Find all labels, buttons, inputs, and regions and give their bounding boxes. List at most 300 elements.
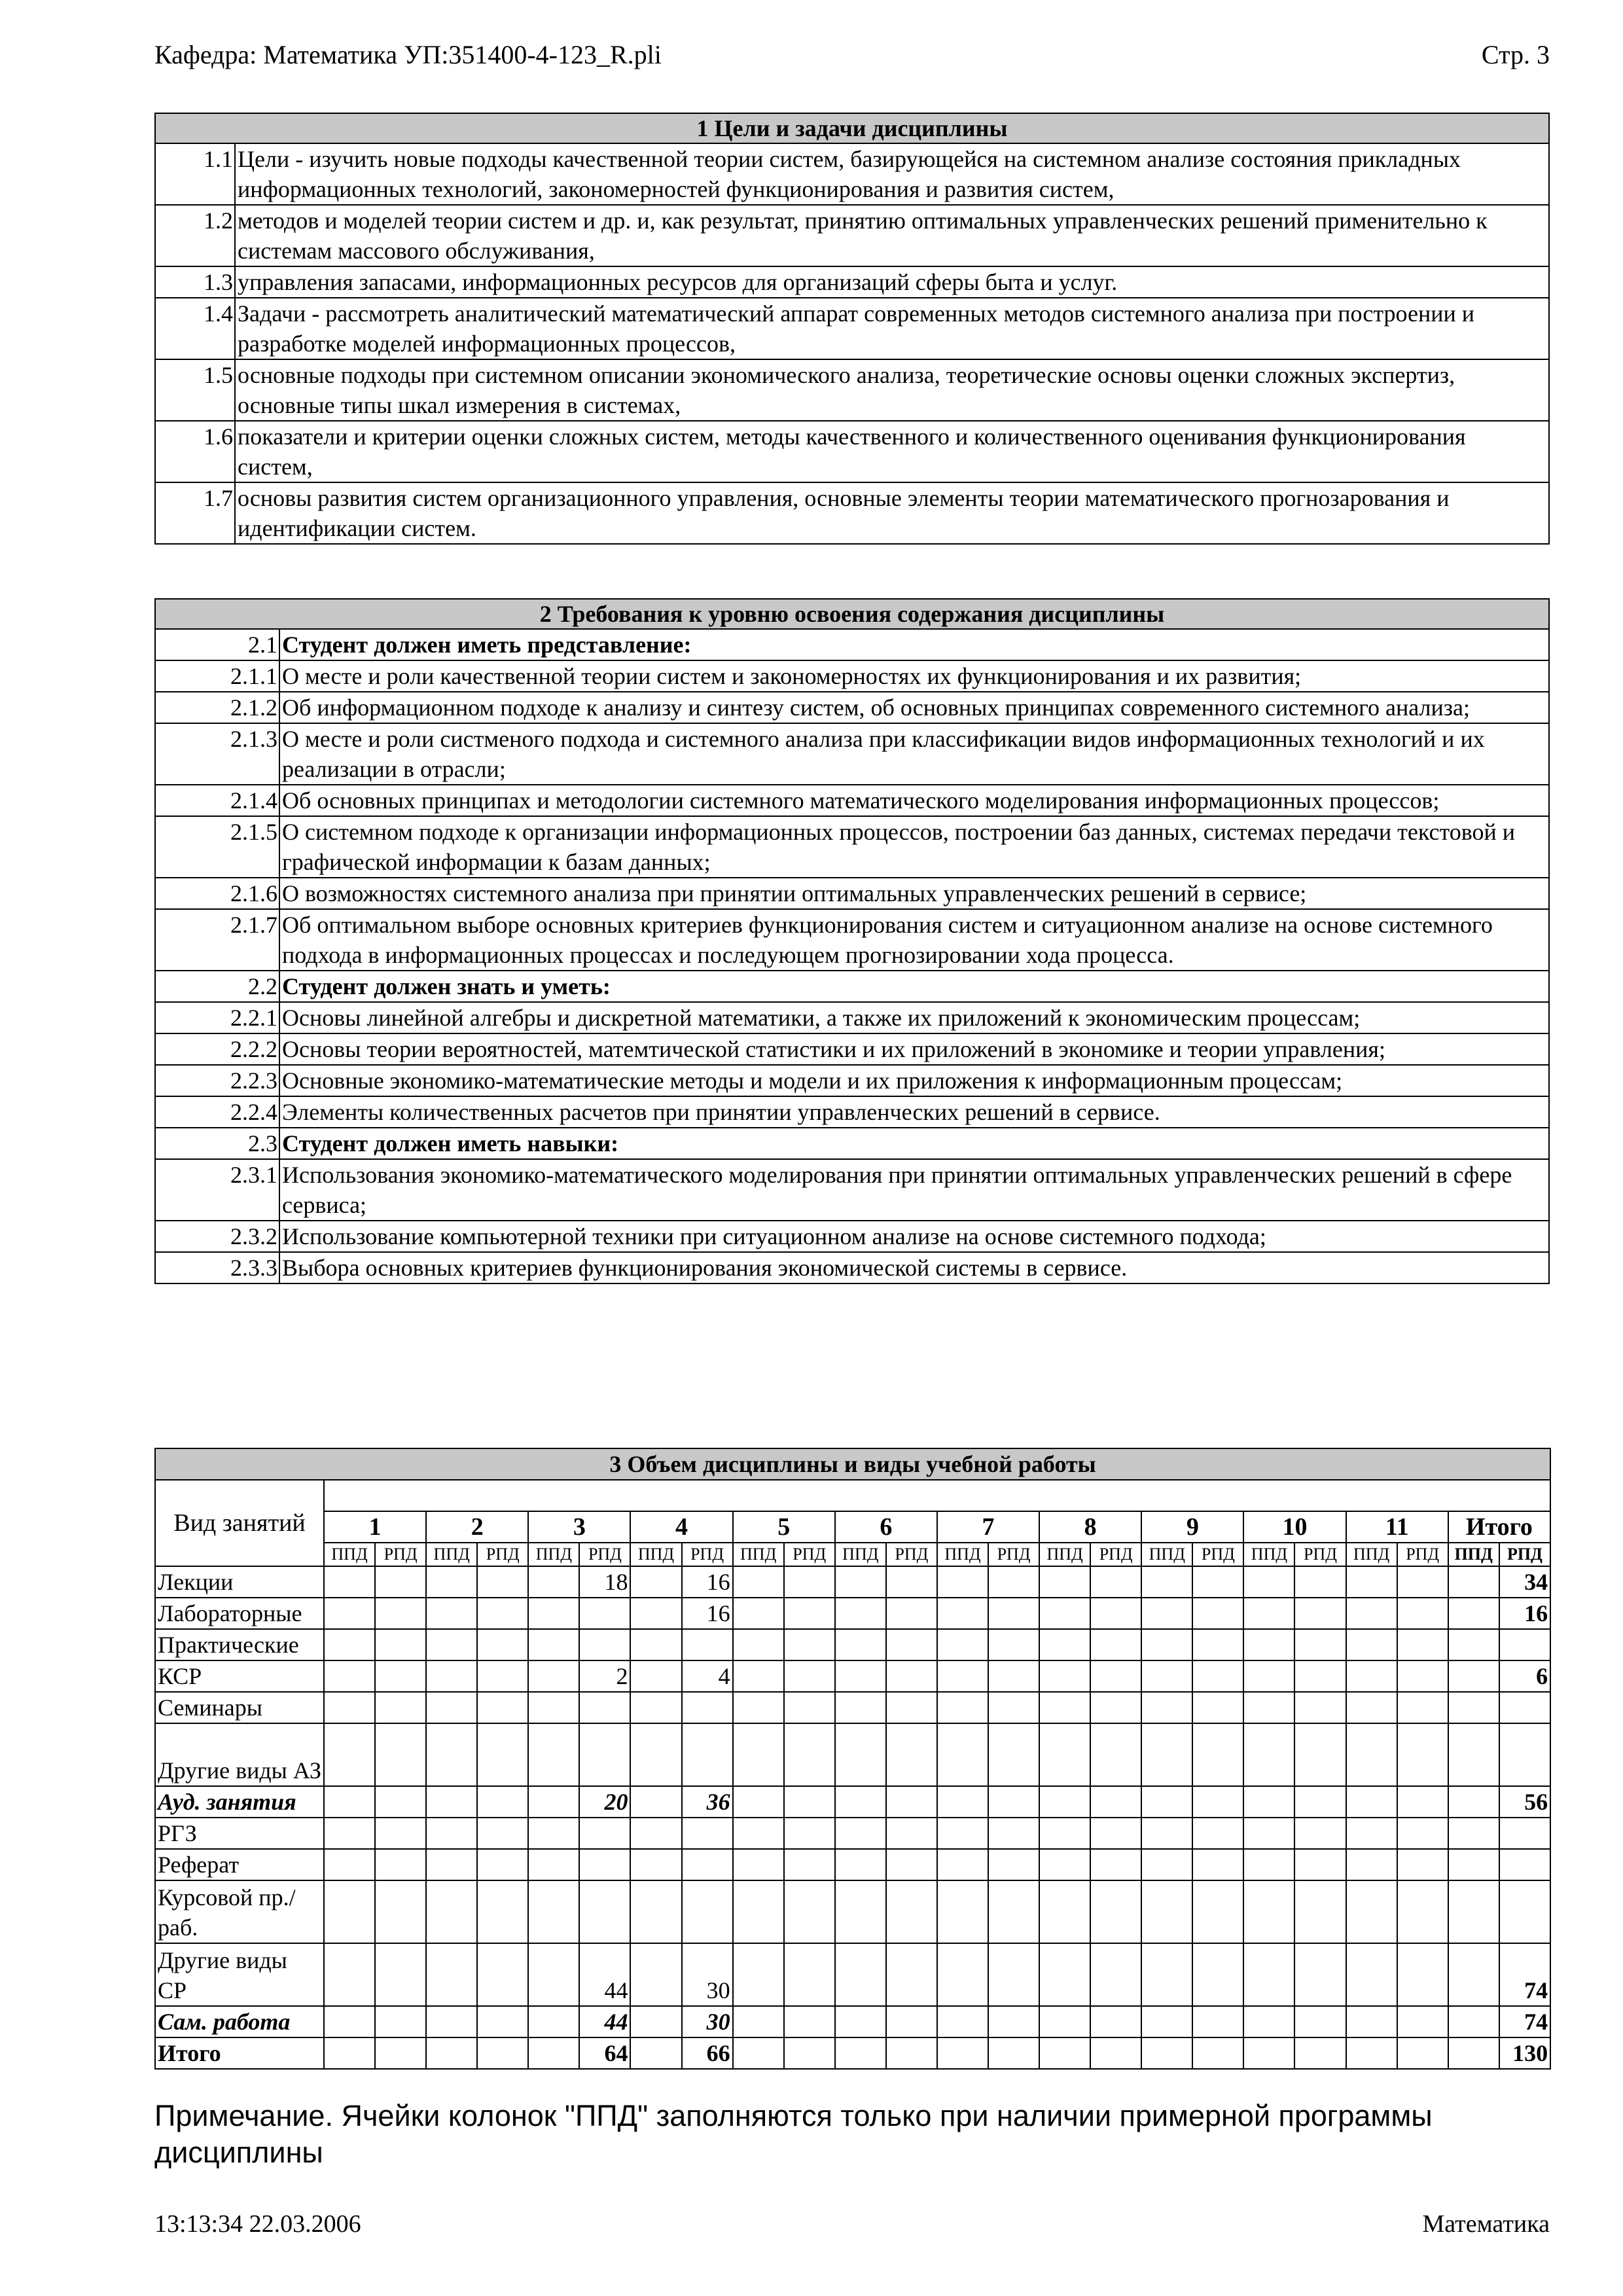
section2-row bbox=[155, 1159, 1549, 1221]
section2-row-text: Элементы количественных расчетов при принятии управленческих решений в сервисе. bbox=[279, 1096, 1549, 1128]
cell-s4_rpd bbox=[682, 1629, 733, 1660]
cell-s11_ppd bbox=[1346, 2037, 1397, 2069]
cell-s1_rpd bbox=[375, 1818, 426, 1849]
cell-s9_rpd bbox=[1192, 1629, 1243, 1660]
cell-s1_rpd bbox=[375, 1692, 426, 1723]
cell-s4_ppd bbox=[630, 1723, 681, 1786]
section2-row bbox=[155, 1002, 1549, 1033]
cell-s9_ppd bbox=[1141, 1629, 1192, 1660]
cell-s7_rpd bbox=[988, 1880, 1039, 1943]
cell-s7_ppd bbox=[937, 2006, 988, 2037]
cell-s11_ppd bbox=[1346, 1880, 1397, 1943]
cell-total_ppd bbox=[1448, 1598, 1499, 1629]
cell-s2_ppd bbox=[426, 1598, 477, 1629]
cell-s11_ppd bbox=[1346, 1692, 1397, 1723]
section1-row-text: управления запасами, информационных ресурсов для организаций сферы быта и услуг. bbox=[235, 266, 1549, 298]
cell-s5_rpd bbox=[784, 1880, 835, 1943]
cell-s5_ppd bbox=[733, 1629, 784, 1660]
cell-s9_ppd bbox=[1141, 1849, 1192, 1880]
workload-label: КСР bbox=[155, 1660, 324, 1692]
footer-subject: Математика bbox=[1422, 2210, 1550, 2238]
cell-s4_ppd bbox=[630, 1943, 681, 2006]
cell-s2_rpd bbox=[477, 1598, 528, 1629]
workload-row bbox=[155, 1818, 1550, 1849]
subheader-ppd: ППД bbox=[528, 1543, 579, 1566]
cell-s1_ppd bbox=[324, 1629, 375, 1660]
cell-s4_ppd bbox=[630, 1598, 681, 1629]
cell-s10_rpd bbox=[1294, 1723, 1346, 1786]
cell-s7_rpd bbox=[988, 1818, 1039, 1849]
section2-row-number: 2.2.2 bbox=[155, 1033, 279, 1065]
section2-row-number: 2.1.3 bbox=[155, 723, 279, 785]
cell-s1_rpd bbox=[375, 2006, 426, 2037]
cell-s3_ppd bbox=[528, 1723, 579, 1786]
cell-s10_rpd bbox=[1294, 1849, 1346, 1880]
semester-header: 4 bbox=[630, 1511, 732, 1543]
cell-s7_rpd bbox=[988, 1660, 1039, 1692]
cell-total_rpd bbox=[1499, 1723, 1550, 1786]
header-spacer bbox=[324, 1480, 1550, 1511]
cell-s5_ppd bbox=[733, 1818, 784, 1849]
semester-header: 5 bbox=[733, 1511, 835, 1543]
cell-s6_ppd bbox=[835, 2037, 886, 2069]
cell-s9_rpd bbox=[1192, 1723, 1243, 1786]
subheader-rpd: РПД bbox=[1397, 1543, 1448, 1566]
section2-row-text: Выбора основных критериев функционирования экономической системы в сервисе. bbox=[279, 1252, 1549, 1283]
cell-s4_ppd bbox=[630, 1818, 681, 1849]
section2-row-text: Об основных принципах и методологии системного математического моделирования информационных процессов; bbox=[279, 785, 1549, 816]
column-header-type: Вид занятий bbox=[155, 1480, 324, 1566]
cell-total_rpd: 6 bbox=[1499, 1660, 1550, 1692]
cell-s8_ppd bbox=[1039, 1849, 1090, 1880]
section2-row-text: Основные экономико-математические методы и модели и их приложения к информационным процессам; bbox=[279, 1065, 1549, 1096]
cell-total_ppd bbox=[1448, 1566, 1499, 1598]
cell-s10_ppd bbox=[1243, 2037, 1294, 2069]
cell-s10_rpd bbox=[1294, 1880, 1346, 1943]
section2-row-text: Основы теории вероятностей, матемтической статистики и их приложений в экономике и теории управления; bbox=[279, 1033, 1549, 1065]
cell-s6_ppd bbox=[835, 1566, 886, 1598]
cell-s11_rpd bbox=[1397, 1692, 1448, 1723]
workload-row bbox=[155, 1723, 1550, 1786]
cell-s5_rpd bbox=[784, 1943, 835, 2006]
cell-s1_ppd bbox=[324, 1786, 375, 1818]
cell-s11_rpd bbox=[1397, 1880, 1448, 1943]
section2-row-text: Студент должен знать и уметь: bbox=[279, 971, 1549, 1002]
section2-row bbox=[155, 1128, 1549, 1159]
workload-row bbox=[155, 2037, 1550, 2069]
cell-total_ppd bbox=[1448, 1818, 1499, 1849]
workload-label: Реферат bbox=[155, 1849, 324, 1880]
cell-total_rpd bbox=[1499, 1629, 1550, 1660]
subheader-ppd: ППД bbox=[835, 1543, 886, 1566]
cell-s10_ppd bbox=[1243, 1849, 1294, 1880]
cell-s5_ppd bbox=[733, 1692, 784, 1723]
cell-s3_ppd bbox=[528, 2037, 579, 2069]
section2-row-text: О месте и роли систменого подхода и системного анализа при классификации видов информационных технологий и их реализации в отрасли; bbox=[279, 723, 1549, 785]
section2-row bbox=[155, 660, 1549, 692]
section2-row-text: Студент должен иметь навыки: bbox=[279, 1128, 1549, 1159]
section3-title: 3 Объем дисциплины и виды учебной работы bbox=[155, 1448, 1550, 1480]
cell-s8_ppd bbox=[1039, 2037, 1090, 2069]
cell-s6_rpd bbox=[886, 1598, 937, 1629]
section1-row-text: Цели - изучить новые подходы качественной теории систем, базирующейся на системном анализе состояния прикладных информационных технологий, закономерностей функционирования и развития систем, bbox=[235, 143, 1549, 205]
cell-s7_rpd bbox=[988, 1566, 1039, 1598]
subheader-rpd: РПД bbox=[784, 1543, 835, 1566]
cell-s9_rpd bbox=[1192, 1598, 1243, 1629]
subheader-ppd: ППД bbox=[324, 1543, 375, 1566]
semester-header: 9 bbox=[1141, 1511, 1243, 1543]
cell-total_ppd bbox=[1448, 1849, 1499, 1880]
cell-s4_rpd: 16 bbox=[682, 1598, 733, 1629]
cell-s2_rpd bbox=[477, 1818, 528, 1849]
cell-s7_rpd bbox=[988, 1723, 1039, 1786]
cell-total_rpd: 74 bbox=[1499, 1943, 1550, 2006]
cell-s5_rpd bbox=[784, 1566, 835, 1598]
cell-s10_ppd bbox=[1243, 1692, 1294, 1723]
cell-s9_rpd bbox=[1192, 2037, 1243, 2069]
cell-s3_rpd: 64 bbox=[579, 2037, 630, 2069]
section2-row-text: Основы линейной алгебры и дискретной математики, а также их приложений к экономическим процессам; bbox=[279, 1002, 1549, 1033]
cell-s2_ppd bbox=[426, 1660, 477, 1692]
cell-s9_ppd bbox=[1141, 2037, 1192, 2069]
subheader-rpd: РПД bbox=[1294, 1543, 1346, 1566]
cell-s7_ppd bbox=[937, 1566, 988, 1598]
cell-s7_rpd bbox=[988, 1692, 1039, 1723]
header-page-number: Стр. 3 bbox=[1481, 40, 1550, 69]
cell-s11_ppd bbox=[1346, 1786, 1397, 1818]
cell-s4_rpd: 4 bbox=[682, 1660, 733, 1692]
cell-s4_ppd bbox=[630, 1629, 681, 1660]
subheader-rpd: РПД bbox=[988, 1543, 1039, 1566]
cell-s6_ppd bbox=[835, 1880, 886, 1943]
cell-s1_rpd bbox=[375, 1566, 426, 1598]
section2-row bbox=[155, 1252, 1549, 1283]
section2-row-number: 2.1.6 bbox=[155, 878, 279, 909]
note-text: Примечание. Ячейки колонок "ППД" заполняются только при наличии примерной программы дисциплины bbox=[154, 2099, 1433, 2169]
cell-s3_rpd bbox=[579, 1598, 630, 1629]
cell-s10_ppd bbox=[1243, 1566, 1294, 1598]
cell-s5_ppd bbox=[733, 1566, 784, 1598]
cell-s2_rpd bbox=[477, 1723, 528, 1786]
workload-row bbox=[155, 1880, 1550, 1943]
cell-s10_rpd bbox=[1294, 1786, 1346, 1818]
cell-s8_rpd bbox=[1090, 1598, 1141, 1629]
cell-s8_ppd bbox=[1039, 1566, 1090, 1598]
cell-s9_rpd bbox=[1192, 2006, 1243, 2037]
cell-s3_ppd bbox=[528, 1943, 579, 2006]
cell-s2_rpd bbox=[477, 1849, 528, 1880]
cell-s10_rpd bbox=[1294, 1629, 1346, 1660]
cell-s6_rpd bbox=[886, 2037, 937, 2069]
cell-s6_rpd bbox=[886, 1692, 937, 1723]
cell-s8_ppd bbox=[1039, 1723, 1090, 1786]
section3-table bbox=[154, 1448, 1551, 2070]
cell-s3_ppd bbox=[528, 1818, 579, 1849]
cell-s10_ppd bbox=[1243, 1598, 1294, 1629]
subheader-rpd: РПД bbox=[1499, 1543, 1550, 1566]
cell-s7_ppd bbox=[937, 1880, 988, 1943]
cell-s2_ppd bbox=[426, 1849, 477, 1880]
section1-row-text: основные подходы при системном описании экономического анализа, теоретические основы оценки сложных экспертиз, основные типы шкал измерения в системах, bbox=[235, 359, 1549, 421]
section1-table bbox=[154, 113, 1550, 545]
cell-s11_rpd bbox=[1397, 2006, 1448, 2037]
cell-s10_ppd bbox=[1243, 1629, 1294, 1660]
cell-total_rpd: 56 bbox=[1499, 1786, 1550, 1818]
section2-row-text: Об информационном подходе к анализу и синтезу систем, об основных принципах современного системного анализа; bbox=[279, 692, 1549, 723]
cell-total_ppd bbox=[1448, 1880, 1499, 1943]
cell-s3_rpd bbox=[579, 1629, 630, 1660]
cell-s1_ppd bbox=[324, 1566, 375, 1598]
cell-s11_rpd bbox=[1397, 1598, 1448, 1629]
cell-s6_ppd bbox=[835, 1629, 886, 1660]
section1-row-number: 1.7 bbox=[155, 482, 235, 544]
cell-s5_rpd bbox=[784, 1786, 835, 1818]
subheader-rpd: РПД bbox=[375, 1543, 426, 1566]
cell-s7_ppd bbox=[937, 2037, 988, 2069]
cell-s8_rpd bbox=[1090, 2037, 1141, 2069]
cell-s10_rpd bbox=[1294, 2037, 1346, 2069]
cell-s4_ppd bbox=[630, 1660, 681, 1692]
cell-s6_ppd bbox=[835, 1943, 886, 2006]
cell-s11_ppd bbox=[1346, 1660, 1397, 1692]
cell-s11_rpd bbox=[1397, 1660, 1448, 1692]
semester-header: 10 bbox=[1243, 1511, 1346, 1543]
cell-total_rpd bbox=[1499, 1692, 1550, 1723]
cell-s8_ppd bbox=[1039, 1692, 1090, 1723]
workload-label: Сам. работа bbox=[155, 2006, 324, 2037]
subheader-rpd: РПД bbox=[477, 1543, 528, 1566]
section2-row bbox=[155, 909, 1549, 971]
cell-s1_ppd bbox=[324, 1818, 375, 1849]
cell-s5_ppd bbox=[733, 2037, 784, 2069]
cell-s8_rpd bbox=[1090, 2006, 1141, 2037]
cell-s6_rpd bbox=[886, 1786, 937, 1818]
semester-header: 3 bbox=[528, 1511, 630, 1543]
cell-s5_rpd bbox=[784, 1849, 835, 1880]
section2-row-number: 2.2 bbox=[155, 971, 279, 1002]
workload-label: Другие виды АЗ bbox=[155, 1723, 324, 1786]
cell-s7_rpd bbox=[988, 1629, 1039, 1660]
cell-s11_ppd bbox=[1346, 1566, 1397, 1598]
section2-row bbox=[155, 692, 1549, 723]
cell-s8_ppd bbox=[1039, 1629, 1090, 1660]
cell-s5_ppd bbox=[733, 1849, 784, 1880]
cell-s4_rpd: 30 bbox=[682, 2006, 733, 2037]
cell-s8_ppd bbox=[1039, 1598, 1090, 1629]
workload-row bbox=[155, 1849, 1550, 1880]
cell-s1_ppd bbox=[324, 1943, 375, 2006]
section2-row-text: Использования экономико-математического моделирования при принятии оптимальных управленческих решений в сфере сервиса; bbox=[279, 1159, 1549, 1221]
cell-s9_ppd bbox=[1141, 2006, 1192, 2037]
cell-s3_ppd bbox=[528, 1566, 579, 1598]
workload-label: Лекции bbox=[155, 1566, 324, 1598]
cell-s5_rpd bbox=[784, 1818, 835, 1849]
semester-header: 6 bbox=[835, 1511, 937, 1543]
subheader-ppd: ППД bbox=[1448, 1543, 1499, 1566]
cell-s2_rpd bbox=[477, 1880, 528, 1943]
cell-s6_ppd bbox=[835, 1660, 886, 1692]
section2-table bbox=[154, 598, 1550, 1284]
cell-s6_rpd bbox=[886, 1629, 937, 1660]
cell-s4_ppd bbox=[630, 2037, 681, 2069]
cell-total_ppd bbox=[1448, 1723, 1499, 1786]
cell-s10_ppd bbox=[1243, 1723, 1294, 1786]
section2-row-number: 2.3.2 bbox=[155, 1221, 279, 1252]
section2-row-text: О возможностях системного анализа при принятии оптимальных управленческих решений в сервисе; bbox=[279, 878, 1549, 909]
section2-row-text: О месте и роли качественной теории систем и закономерностях их функционирования и их развития; bbox=[279, 660, 1549, 692]
cell-s4_rpd bbox=[682, 1880, 733, 1943]
cell-s4_rpd bbox=[682, 1692, 733, 1723]
cell-s2_ppd bbox=[426, 1566, 477, 1598]
subheader-ppd: ППД bbox=[1346, 1543, 1397, 1566]
workload-row bbox=[155, 1692, 1550, 1723]
cell-s3_rpd: 44 bbox=[579, 2006, 630, 2037]
section2-row-number: 2.2.4 bbox=[155, 1096, 279, 1128]
cell-s7_ppd bbox=[937, 1849, 988, 1880]
workload-label: Курсовой пр./раб. bbox=[155, 1880, 324, 1943]
section1-row bbox=[155, 482, 1549, 544]
cell-s9_ppd bbox=[1141, 1692, 1192, 1723]
cell-s11_rpd bbox=[1397, 1786, 1448, 1818]
cell-total_rpd: 16 bbox=[1499, 1598, 1550, 1629]
cell-s3_ppd bbox=[528, 1660, 579, 1692]
cell-s3_ppd bbox=[528, 1692, 579, 1723]
cell-s9_rpd bbox=[1192, 1566, 1243, 1598]
cell-s2_rpd bbox=[477, 2037, 528, 2069]
cell-s8_rpd bbox=[1090, 1566, 1141, 1598]
cell-s5_ppd bbox=[733, 1660, 784, 1692]
cell-s9_rpd bbox=[1192, 1786, 1243, 1818]
cell-s5_ppd bbox=[733, 1723, 784, 1786]
cell-s9_ppd bbox=[1141, 1818, 1192, 1849]
cell-s6_rpd bbox=[886, 1723, 937, 1786]
cell-total_rpd: 74 bbox=[1499, 2006, 1550, 2037]
cell-s8_rpd bbox=[1090, 1943, 1141, 2006]
section2-row-number: 2.1.1 bbox=[155, 660, 279, 692]
cell-s8_rpd bbox=[1090, 1660, 1141, 1692]
cell-s8_ppd bbox=[1039, 1818, 1090, 1849]
section2-row-number: 2.3 bbox=[155, 1128, 279, 1159]
section2-row bbox=[155, 1033, 1549, 1065]
cell-s9_ppd bbox=[1141, 1880, 1192, 1943]
section1-row-text: методов и моделей теории систем и др. и, как результат, принятию оптимальных управленческих решений применительно к системам массового обслуживания, bbox=[235, 205, 1549, 266]
cell-total_ppd bbox=[1448, 1629, 1499, 1660]
cell-s2_ppd bbox=[426, 1723, 477, 1786]
cell-s5_rpd bbox=[784, 1692, 835, 1723]
subheader-rpd: РПД bbox=[1090, 1543, 1141, 1566]
cell-s6_ppd bbox=[835, 1818, 886, 1849]
cell-s2_ppd bbox=[426, 1629, 477, 1660]
cell-s2_ppd bbox=[426, 1880, 477, 1943]
cell-s10_ppd bbox=[1243, 1880, 1294, 1943]
subheader-rpd: РПД bbox=[1192, 1543, 1243, 1566]
cell-s9_ppd bbox=[1141, 1723, 1192, 1786]
semester-header: 2 bbox=[426, 1511, 528, 1543]
semester-header: 8 bbox=[1039, 1511, 1141, 1543]
cell-s11_rpd bbox=[1397, 1849, 1448, 1880]
section2-row bbox=[155, 878, 1549, 909]
cell-s3_ppd bbox=[528, 1629, 579, 1660]
cell-s11_rpd bbox=[1397, 2037, 1448, 2069]
workload-label: РГЗ bbox=[155, 1818, 324, 1849]
cell-s3_rpd bbox=[579, 1692, 630, 1723]
cell-total_rpd: 130 bbox=[1499, 2037, 1550, 2069]
cell-s10_ppd bbox=[1243, 1660, 1294, 1692]
cell-s1_ppd bbox=[324, 2006, 375, 2037]
cell-s8_ppd bbox=[1039, 1880, 1090, 1943]
cell-s1_rpd bbox=[375, 1786, 426, 1818]
cell-s6_ppd bbox=[835, 1786, 886, 1818]
section2-row-text: О системном подходе к организации информационных процессов, построении баз данных, системах передачи текстовой и графической информации к базам данных; bbox=[279, 816, 1549, 878]
semester-header: 7 bbox=[937, 1511, 1039, 1543]
section2-row bbox=[155, 1065, 1549, 1096]
semester-header: 1 bbox=[324, 1511, 426, 1543]
cell-s7_rpd bbox=[988, 2006, 1039, 2037]
cell-s7_ppd bbox=[937, 1723, 988, 1786]
cell-s3_ppd bbox=[528, 2006, 579, 2037]
semester-header: 11 bbox=[1346, 1511, 1448, 1543]
cell-s6_rpd bbox=[886, 1566, 937, 1598]
cell-s10_ppd bbox=[1243, 1943, 1294, 2006]
subheader-ppd: ППД bbox=[733, 1543, 784, 1566]
cell-s7_rpd bbox=[988, 1598, 1039, 1629]
cell-s5_ppd bbox=[733, 1598, 784, 1629]
cell-s2_rpd bbox=[477, 1629, 528, 1660]
cell-s9_rpd bbox=[1192, 1692, 1243, 1723]
section1-row bbox=[155, 298, 1549, 359]
cell-s2_ppd bbox=[426, 1786, 477, 1818]
section2-row-text: Студент должен иметь представление: bbox=[279, 629, 1549, 660]
workload-row bbox=[155, 1943, 1550, 2006]
cell-s1_rpd bbox=[375, 1943, 426, 2006]
cell-s1_rpd bbox=[375, 1598, 426, 1629]
cell-s8_rpd bbox=[1090, 1849, 1141, 1880]
cell-total_ppd bbox=[1448, 1943, 1499, 2006]
cell-s11_ppd bbox=[1346, 1723, 1397, 1786]
cell-s5_ppd bbox=[733, 1943, 784, 2006]
cell-s4_ppd bbox=[630, 1566, 681, 1598]
section2-row-number: 2.1.7 bbox=[155, 909, 279, 971]
cell-s5_rpd bbox=[784, 1723, 835, 1786]
cell-s4_ppd bbox=[630, 1880, 681, 1943]
section2-row-text: Использование компьютерной техники при ситуационном анализе на основе системного подхода; bbox=[279, 1221, 1549, 1252]
cell-s7_rpd bbox=[988, 1943, 1039, 2006]
cell-s3_rpd bbox=[579, 1818, 630, 1849]
cell-s6_ppd bbox=[835, 1849, 886, 1880]
cell-s3_ppd bbox=[528, 1880, 579, 1943]
cell-s6_rpd bbox=[886, 1818, 937, 1849]
subheader-ppd: ППД bbox=[1141, 1543, 1192, 1566]
section2-row-number: 2.2.3 bbox=[155, 1065, 279, 1096]
subheader-rpd: РПД bbox=[682, 1543, 733, 1566]
cell-total_rpd bbox=[1499, 1849, 1550, 1880]
workload-label: Лабораторные bbox=[155, 1598, 324, 1629]
cell-s5_rpd bbox=[784, 2006, 835, 2037]
cell-s10_rpd bbox=[1294, 1566, 1346, 1598]
cell-total_rpd: 34 bbox=[1499, 1566, 1550, 1598]
cell-s6_rpd bbox=[886, 1943, 937, 2006]
cell-total_ppd bbox=[1448, 1660, 1499, 1692]
cell-s6_rpd bbox=[886, 1849, 937, 1880]
section1-row-text: Задачи - рассмотреть аналитический математический аппарат современных методов системного анализа при построении и разработке моделей информационных процессов, bbox=[235, 298, 1549, 359]
cell-s2_rpd bbox=[477, 2006, 528, 2037]
cell-s7_ppd bbox=[937, 1818, 988, 1849]
cell-s3_rpd bbox=[579, 1723, 630, 1786]
cell-s1_ppd bbox=[324, 1660, 375, 1692]
cell-s3_rpd: 44 bbox=[579, 1943, 630, 2006]
cell-s7_ppd bbox=[937, 1692, 988, 1723]
section2-row bbox=[155, 971, 1549, 1002]
